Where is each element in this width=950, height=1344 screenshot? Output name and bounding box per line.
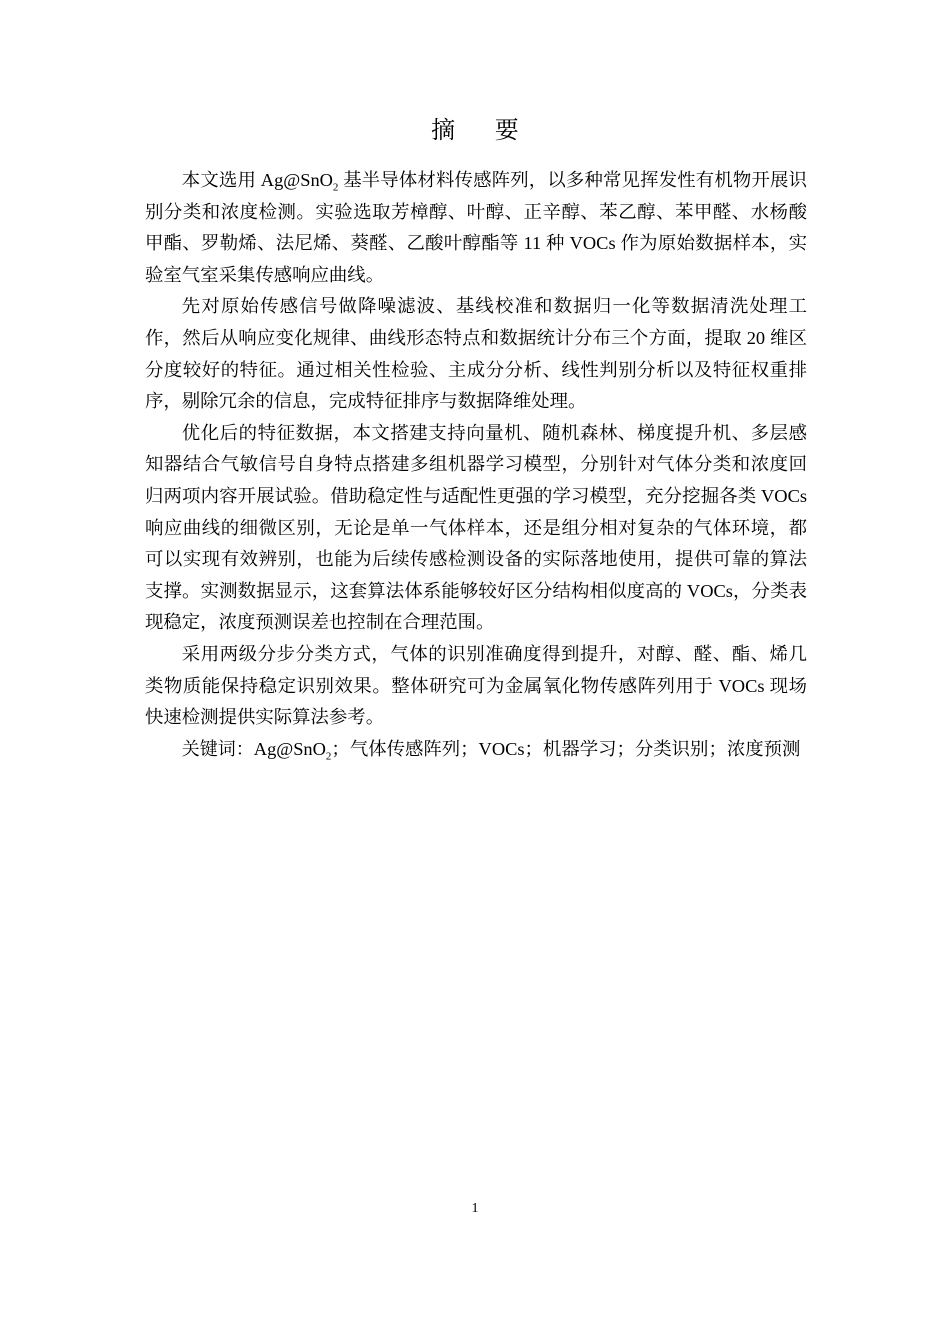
- keywords-rest: ；气体传感阵列；VOCs；机器学习；分类识别；浓度预测: [331, 738, 801, 759]
- keywords-first: Ag@SnO: [253, 738, 326, 759]
- page-number: 1: [471, 1201, 479, 1216]
- page-title: 摘 要: [431, 116, 535, 144]
- paragraph-1-rest: 基半导体材料传感阵列，以多种常见挥发性有机物开展识别分类和浓度检测。实验选取芳樟醇、叶醇、正辛醇、苯乙醇、苯甲醛、水杨酸甲酯、罗勒烯、法尼烯、葵醛、乙酸叶醇酯等 11 种 VOCs 作为原始数据样本，实验室气室采集传感响应曲线。: [145, 170, 807, 285]
- abstract-body: [145, 165, 807, 765]
- keywords-line: [145, 734, 807, 766]
- abstract-paragraph-2: 先对原始传感信号做降噪滤波、基线校准和数据归一化等数据清洗处理工作，然后从响应变化规律、曲线形态特点和数据统计分布三个方面，提取 20 维区分度较好的特征。通过相关性检验、主成分分析、线性判别分析以及特征权重排序，剔除冗余的信息，完成特征排序与数据降维处理。: [145, 296, 807, 412]
- subscript-2: 2: [332, 181, 339, 194]
- paragraph-1-lead: 本文选用 Ag@SnO: [181, 170, 333, 190]
- keywords-label: 关键词：: [181, 738, 254, 760]
- abstract-paragraph-1: [145, 165, 807, 291]
- abstract-paragraph-3: 优化后的特征数据，本文搭建支持向量机、随机森林、梯度提升机、多层感知器结合气敏信号自身特点搭建多组机器学习模型，分别针对气体分类和浓度回归两项内容开展试验。借助稳定性与适配性更强的学习模型，充分挖掘各类 VOCs 响应曲线的细微区别，无论是单一气体样本，还是组分相对复杂的气体环境，都可以实现有效辨别，也能为后续传感检测设备的实际落地使用，提供可靠的算法支撑。实测数据显示，这套算法体系能够较好区分结构相似度高的 VOCs，分类表现稳定，浓度预测误差也控制在合理范围。: [145, 422, 807, 633]
- abstract-paragraph-4: 采用两级分步分类方式，气体的识别准确度得到提升，对醇、醛、酯、烯几类物质能保持稳定识别效果。整体研究可为金属氧化物传感阵列用于 VOCs 现场快速检测提供实际算法参考。: [145, 643, 807, 728]
- keywords-subscript: 2: [325, 750, 332, 763]
